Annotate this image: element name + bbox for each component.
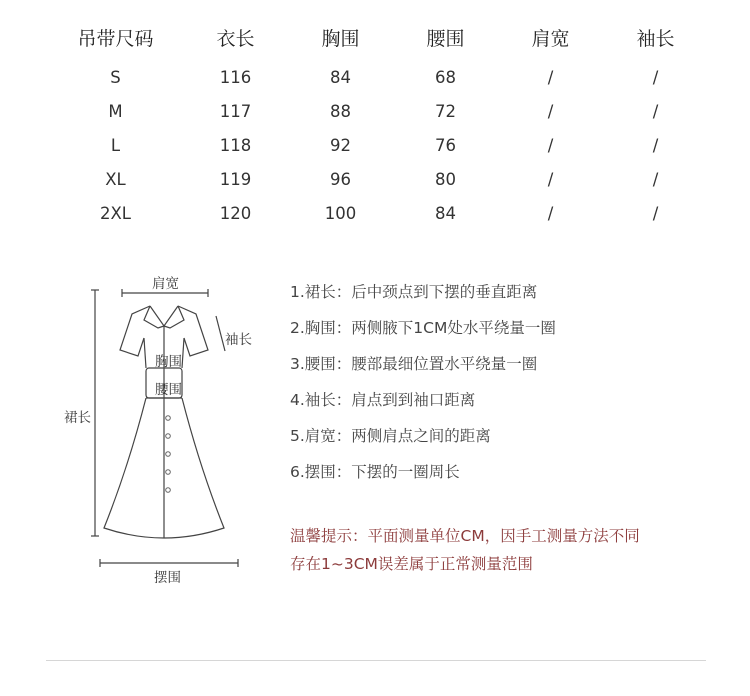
header-waist: 腰围 (426, 27, 465, 50)
cell-sleeve: / (652, 135, 659, 155)
chest-label: 胸围 (155, 354, 182, 370)
note-shoulder: 5.肩宽：两侧肩点之间的距离 (290, 427, 491, 445)
sleeve-label: 袖长 (225, 332, 252, 348)
table-header-row (48, 14, 708, 60)
cell-shoulder: / (547, 101, 554, 121)
table-row (48, 94, 708, 128)
cell-size: 2XL (100, 203, 131, 223)
cell-size: L (110, 135, 121, 155)
cell-sleeve: / (652, 203, 659, 223)
hem-label: 摆围 (154, 570, 181, 586)
note-hem: 6.摆围：下摆的一圈周长 (290, 463, 460, 481)
header-shoulder: 肩宽 (531, 27, 570, 50)
dress-diagram (58, 268, 278, 598)
cell-shoulder: / (547, 135, 554, 155)
note-sleeve: 4.袖长：肩点到到袖口距离 (290, 391, 476, 409)
header-sleeve: 袖长 (636, 27, 675, 50)
cell-waist: 72 (435, 101, 456, 121)
cell-shoulder: / (547, 67, 554, 87)
header-size: 吊带尺码 (77, 27, 154, 50)
cell-chest: 84 (330, 67, 351, 87)
cell-chest: 88 (330, 101, 351, 121)
cell-size: XL (105, 169, 126, 189)
length-label: 裙长 (64, 410, 91, 426)
warning-line-1: 温馨提示：平面测量单位CM，因手工测量方法不同 (290, 527, 640, 545)
waist-label: 腰围 (155, 382, 182, 398)
note-length: 1.裙长：后中颈点到下摆的垂直距离 (290, 283, 538, 301)
size-table (48, 14, 708, 230)
note-waist: 3.腰围：腰部最细位置水平绕量一圈 (290, 355, 538, 373)
measurement-notes (290, 276, 556, 492)
warning-line-2: 存在1~3CM误差属于正常测量范围 (290, 555, 533, 573)
header-length: 衣长 (216, 27, 255, 50)
cell-length: 118 (219, 135, 252, 155)
cell-size: S (110, 67, 121, 87)
cell-chest: 96 (330, 169, 351, 189)
table-row (48, 128, 708, 162)
cell-waist: 68 (435, 67, 456, 87)
table-row (48, 60, 708, 94)
cell-length: 116 (219, 67, 252, 87)
cell-sleeve: / (652, 101, 659, 121)
cell-waist: 80 (435, 169, 456, 189)
cell-size: M (108, 101, 123, 121)
cell-sleeve: / (652, 67, 659, 87)
cell-sleeve: / (652, 169, 659, 189)
bottom-divider (46, 660, 706, 661)
table-row (48, 162, 708, 196)
cell-chest: 100 (324, 203, 357, 223)
cell-shoulder: / (547, 203, 554, 223)
header-chest: 胸围 (321, 27, 360, 50)
cell-length: 119 (219, 169, 252, 189)
shoulder-label: 肩宽 (152, 276, 179, 292)
cell-length: 117 (219, 101, 252, 121)
table-row (48, 196, 708, 230)
cell-chest: 92 (330, 135, 351, 155)
dress-outline-icon (58, 268, 278, 598)
cell-waist: 76 (435, 135, 456, 155)
cell-shoulder: / (547, 169, 554, 189)
note-chest: 2.胸围：两侧腋下1CM处水平绕量一圈 (290, 319, 556, 337)
warning-note (290, 522, 690, 578)
cell-length: 120 (219, 203, 252, 223)
cell-waist: 84 (435, 203, 456, 223)
